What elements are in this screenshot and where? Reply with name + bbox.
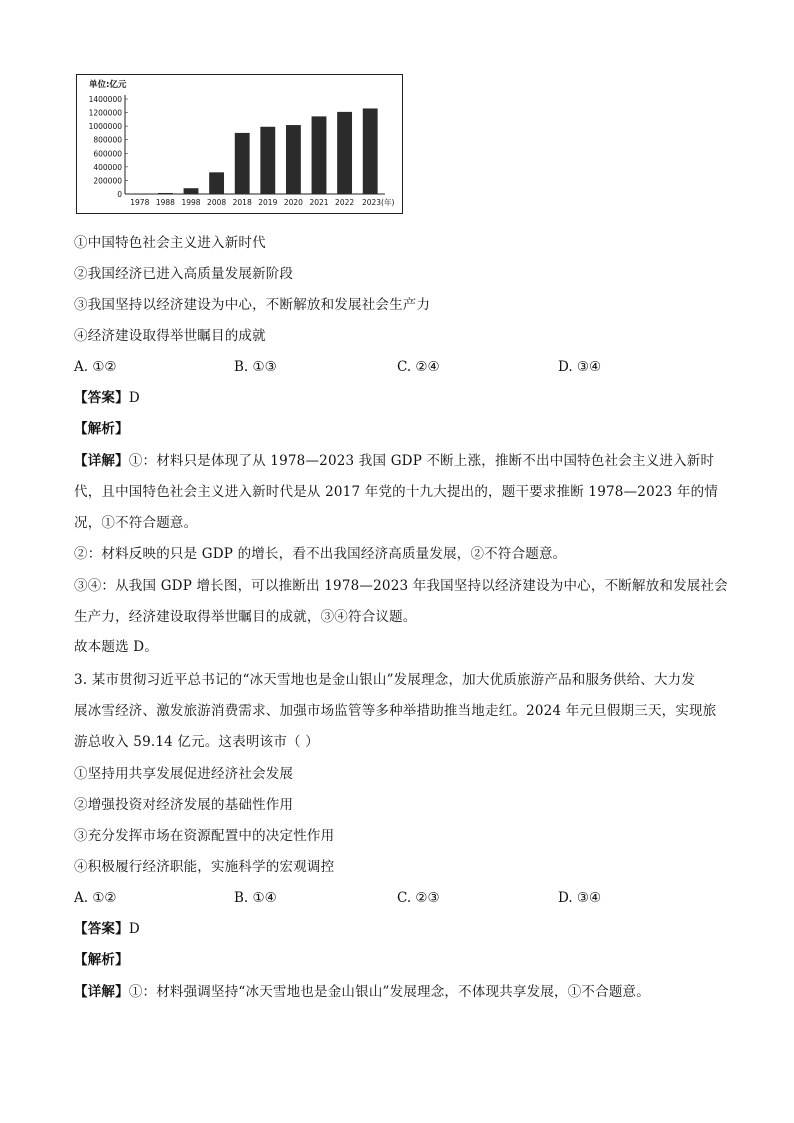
q2-detail-line-5: ③④：从我国 GDP 增长图，可以推断出 1978—2023 年我国坚持以经济建设为中心，不断解放和发展社会	[74, 578, 728, 594]
q2-option-4: ④经济建设取得举世瞩目的成就	[74, 328, 266, 344]
q2-answer-value: D	[128, 390, 140, 406]
x-tick-label: 1978	[130, 198, 150, 207]
q2-answer	[74, 388, 140, 408]
x-tick-label: 2018	[232, 198, 252, 207]
y-tick-label: 600000	[93, 149, 122, 159]
x-tick-label: 2021	[309, 198, 329, 207]
x-tick-label: 2022	[335, 198, 355, 207]
q2-option-1: ①中国特色社会主义进入新时代	[74, 235, 266, 251]
q2-option-3: ③我国坚持以经济建设为中心，不断解放和发展社会生产力	[74, 297, 431, 313]
q3-choices	[74, 888, 734, 908]
x-tick-label: 1998	[181, 198, 201, 207]
q3-detail-line-1	[74, 982, 650, 1002]
q3-stem-line-1: 3. 某市贯彻习近平总书记的“冰天雪地也是金山银山”发展理念，加大优质旅游产品和服务供给、大力发	[74, 672, 696, 688]
bar-7	[312, 116, 327, 194]
bar-2	[184, 188, 199, 194]
q3-answer	[74, 919, 140, 939]
q2-detail-text-1: ①：材料只是体现了从 1978—2023 我国 GDP 不断上涨，推断不出中国特色社会主义进入新时	[128, 453, 715, 469]
q3-option-3: ③充分发挥市场在资源配置中的决定性作用	[74, 828, 335, 844]
bar-3	[209, 172, 224, 194]
q3-option-4: ④积极履行经济职能，实施科学的宏观调控	[74, 859, 335, 875]
q3-detail-text-1: ①：材料强调坚持“冰天雪地也是金山银山”发展理念，不体现共享发展，①不合题意。	[128, 984, 650, 1000]
q2-choice-b: B. ①③	[234, 359, 277, 375]
y-tick-label: 1400000	[88, 95, 122, 104]
bar-4	[235, 133, 250, 194]
q3-option-1: ①坚持用共享发展促进经济社会发展	[74, 766, 294, 782]
y-tick-label: 1200000	[88, 108, 122, 118]
x-tick-label: 2008	[207, 198, 227, 207]
y-tick-label: 800000	[93, 135, 122, 145]
q3-choice-d: D. ③④	[558, 890, 602, 906]
q2-choice-d: D. ③④	[558, 359, 602, 375]
x-tick-label: 2020	[283, 198, 303, 207]
y-tick-label: 200000	[93, 176, 122, 186]
bar-8	[337, 112, 352, 194]
q2-detail-line-2: 代，且中国特色社会主义进入新时代是从 2017 年党的十九大提出的，题干要求推断 1978—2023 年的情	[74, 484, 719, 500]
q3-answer-tag: 【答案】	[74, 921, 129, 937]
q2-analysis-tag: 【解析】	[74, 421, 129, 437]
bar-1	[158, 193, 173, 194]
gdp-chart-svg	[77, 75, 404, 215]
q3-choice-a: A. ①②	[74, 890, 117, 906]
q3-analysis-tag: 【解析】	[74, 952, 129, 968]
q3-choice-c: C. ②③	[397, 890, 440, 906]
gdp-bar-chart	[76, 74, 403, 214]
q3-stem-line-2: 展冰雪经济、激发旅游消费需求、加强市场监管等多种举措助推当地走红。2024 年元旦假期三天，实现旅	[74, 703, 717, 719]
q2-choice-c: C. ②④	[397, 359, 440, 375]
q2-answer-tag: 【答案】	[74, 390, 129, 406]
q3-stem-line-3: 游总收入 59.14 亿元。这表明该市（ ）	[74, 734, 319, 750]
q3-detail-tag: 【详解】	[74, 984, 129, 1000]
q3-choice-b: B. ①④	[234, 890, 277, 906]
q2-detail-line-7: 故本题选 D。	[74, 639, 159, 655]
q2-choice-a: A. ①②	[74, 359, 117, 375]
y-tick-label: 400000	[93, 162, 122, 172]
bar-5	[260, 127, 275, 194]
bar-0	[132, 194, 147, 195]
x-tick-label: 1988	[155, 198, 175, 207]
q2-detail-line-3: 况，①不符合题意。	[74, 515, 198, 531]
q3-option-2: ②增强投资对经济发展的基础性作用	[74, 797, 294, 813]
bar-6	[286, 125, 301, 194]
q2-choices	[74, 357, 734, 377]
q2-detail-line-6: 生产力，经济建设取得举世瞩目的成就，③④符合议题。	[74, 609, 417, 625]
q2-detail-line-4: ②：材料反映的只是 GDP 的增长，看不出我国经济高质量发展，②不符合题意。	[74, 546, 567, 562]
chart-unit-label: 单位:亿元	[89, 80, 127, 90]
q3-answer-value: D	[128, 921, 140, 937]
x-tick-label: 2023(年)	[361, 198, 395, 207]
bar-9	[363, 108, 378, 194]
x-tick-label: 2019	[258, 198, 278, 207]
q2-detail-line-1	[74, 451, 714, 471]
y-tick-label: 0	[117, 190, 122, 199]
y-tick-label: 1000000	[88, 122, 122, 132]
q2-detail-tag: 【详解】	[74, 453, 129, 469]
q2-option-2: ②我国经济已进入高质量发展新阶段	[74, 266, 294, 282]
